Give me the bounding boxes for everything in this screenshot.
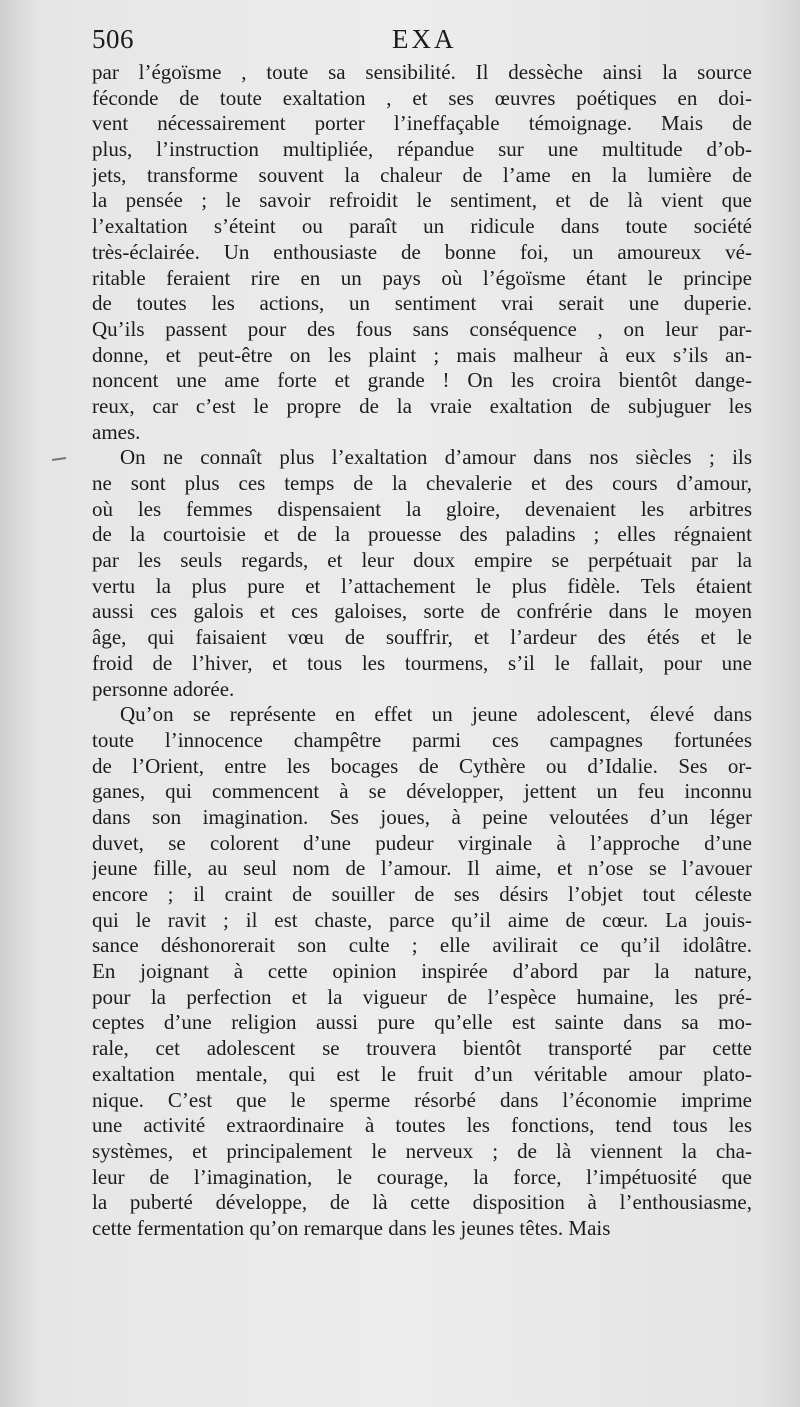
text-line: personne adorée.: [92, 676, 235, 701]
text-line: âge, qui faisaient vœu de souffrir, et l’ardeur des étés et le: [92, 625, 752, 650]
text-line: noncent une ame forte et grande ! On les croira bientôt dange-: [92, 368, 752, 393]
text-line: plus, l’instruction multipliée, répandue sur une multitude d’ob-: [92, 137, 752, 162]
text-line: encore ; il craint de souiller de ses désirs l’objet tout céleste: [92, 882, 752, 906]
body-text: [92, 60, 752, 1242]
text-line: Qu’ils passent pour des fous sans conséquence , on leur par-: [92, 316, 752, 341]
margin-pencil-mark: [52, 457, 66, 461]
text-line: par les seuls regards, et leur doux empire se perpétuait par la: [92, 548, 752, 573]
text-line: donne, et peut-être on les plaint ; mais malheur à eux s’ils an-: [92, 342, 752, 367]
text-line: On ne connaît plus l’exaltation d’amour dans nos siècles ; ils: [120, 445, 752, 470]
text-line: rale, cet adolescent se trouvera bientôt transporté par cette: [92, 1036, 752, 1061]
text-line: aussi ces galois et ces galoises, sorte de confrérie dans le moyen: [92, 599, 752, 624]
text-line: de la courtoisie et de la prouesse des paladins ; elles régnaient: [92, 522, 752, 547]
text-line: toute l’innocence champêtre parmi ces campagnes fortunées: [92, 727, 752, 752]
text-line: froid de l’hiver, et tous les tourmens, s’il le fallait, pour une: [92, 650, 752, 675]
text-line: très-éclairée. Un enthousiaste de bonne foi, un amoureux vé-: [92, 239, 752, 264]
paragraph: [92, 702, 752, 1241]
paragraph: [92, 60, 752, 445]
running-head: [92, 22, 752, 62]
paragraph: [92, 445, 752, 702]
text-line: Qu’on se représente en effet un jeune adolescent, élevé dans: [120, 702, 752, 727]
text-line: ames.: [92, 419, 141, 444]
text-line: par l’égoïsme , toute sa sensibilité. Il dessèche ainsi la source: [92, 60, 752, 84]
text-line: nique. C’est que le sperme résorbé dans l’économie imprime: [92, 1087, 752, 1112]
text-line: dans son imagination. Ses joues, à peine veloutées d’un léger: [92, 804, 752, 829]
running-head-word: EXA: [392, 24, 457, 54]
text-line: duvet, se colorent d’une pudeur virginale à l’approche d’une: [92, 830, 752, 855]
text-line: reux, car c’est le propre de la vraie exaltation de subjuguer les: [92, 393, 752, 418]
text-line: jeune fille, au seul nom de l’amour. Il aime, et n’ose se l’avouer: [92, 856, 752, 881]
text-line: qui le ravit ; il est chaste, parce qu’il aime de cœur. La jouis-: [92, 907, 752, 932]
text-line: vent nécessairement porter l’ineffaçable témoignage. Mais de: [92, 111, 752, 136]
text-line: cette fermentation qu’on remarque dans les jeunes têtes. Mais: [92, 1215, 611, 1240]
text-line: leur de l’imagination, le courage, la force, l’impétuosité que: [92, 1164, 752, 1189]
text-line: de toutes les actions, un sentiment vrai serait une duperie.: [92, 291, 752, 316]
text-line: ganes, qui commencent à se développer, jettent un feu inconnu: [92, 779, 752, 804]
text-line: systèmes, et principalement le nerveux ; de là viennent la cha-: [92, 1138, 752, 1163]
text-line: En joignant à cette opinion inspirée d’abord par la nature,: [92, 959, 752, 984]
text-line: où les femmes dispensaient la gloire, devenaient les arbitres: [92, 496, 752, 521]
text-line: exaltation mentale, qui est le fruit d’un véritable amour plato-: [92, 1061, 752, 1086]
text-line: ne sont plus ces temps de la chevalerie et des cours d’amour,: [92, 471, 752, 495]
text-line: ritable feraient rire en un pays où l’égoïsme étant le principe: [92, 265, 752, 290]
text-line: vertu la plus pure et l’attachement le plus fidèle. Tels étaient: [92, 573, 752, 598]
text-line: la puberté développe, de là cette disposition à l’enthousiasme,: [92, 1190, 752, 1215]
text-line: une activité extraordinaire à toutes les fonctions, tend tous les: [92, 1113, 752, 1138]
text-line: jets, transforme souvent la chaleur de l’ame en la lumière de: [92, 162, 752, 187]
text-line: l’exaltation s’éteint ou paraît un ridicule dans toute société: [92, 214, 752, 239]
text-line: ceptes d’une religion aussi pure qu’elle est sainte dans sa mo-: [92, 1010, 752, 1035]
text-line: la pensée ; le savoir refroidit le sentiment, et de là vient que: [92, 188, 752, 213]
text-line: sance déshonorerait son culte ; elle avilirait ce qu’il idolâtre.: [92, 933, 752, 958]
text-line: de l’Orient, entre les bocages de Cythère ou d’Idalie. Ses or-: [92, 753, 752, 778]
page-number: 506: [92, 24, 134, 54]
text-line: pour la perfection et la vigueur de l’espèce humaine, les pré-: [92, 984, 752, 1009]
text-line: féconde de toute exaltation , et ses œuvres poétiques en doi-: [92, 85, 752, 110]
